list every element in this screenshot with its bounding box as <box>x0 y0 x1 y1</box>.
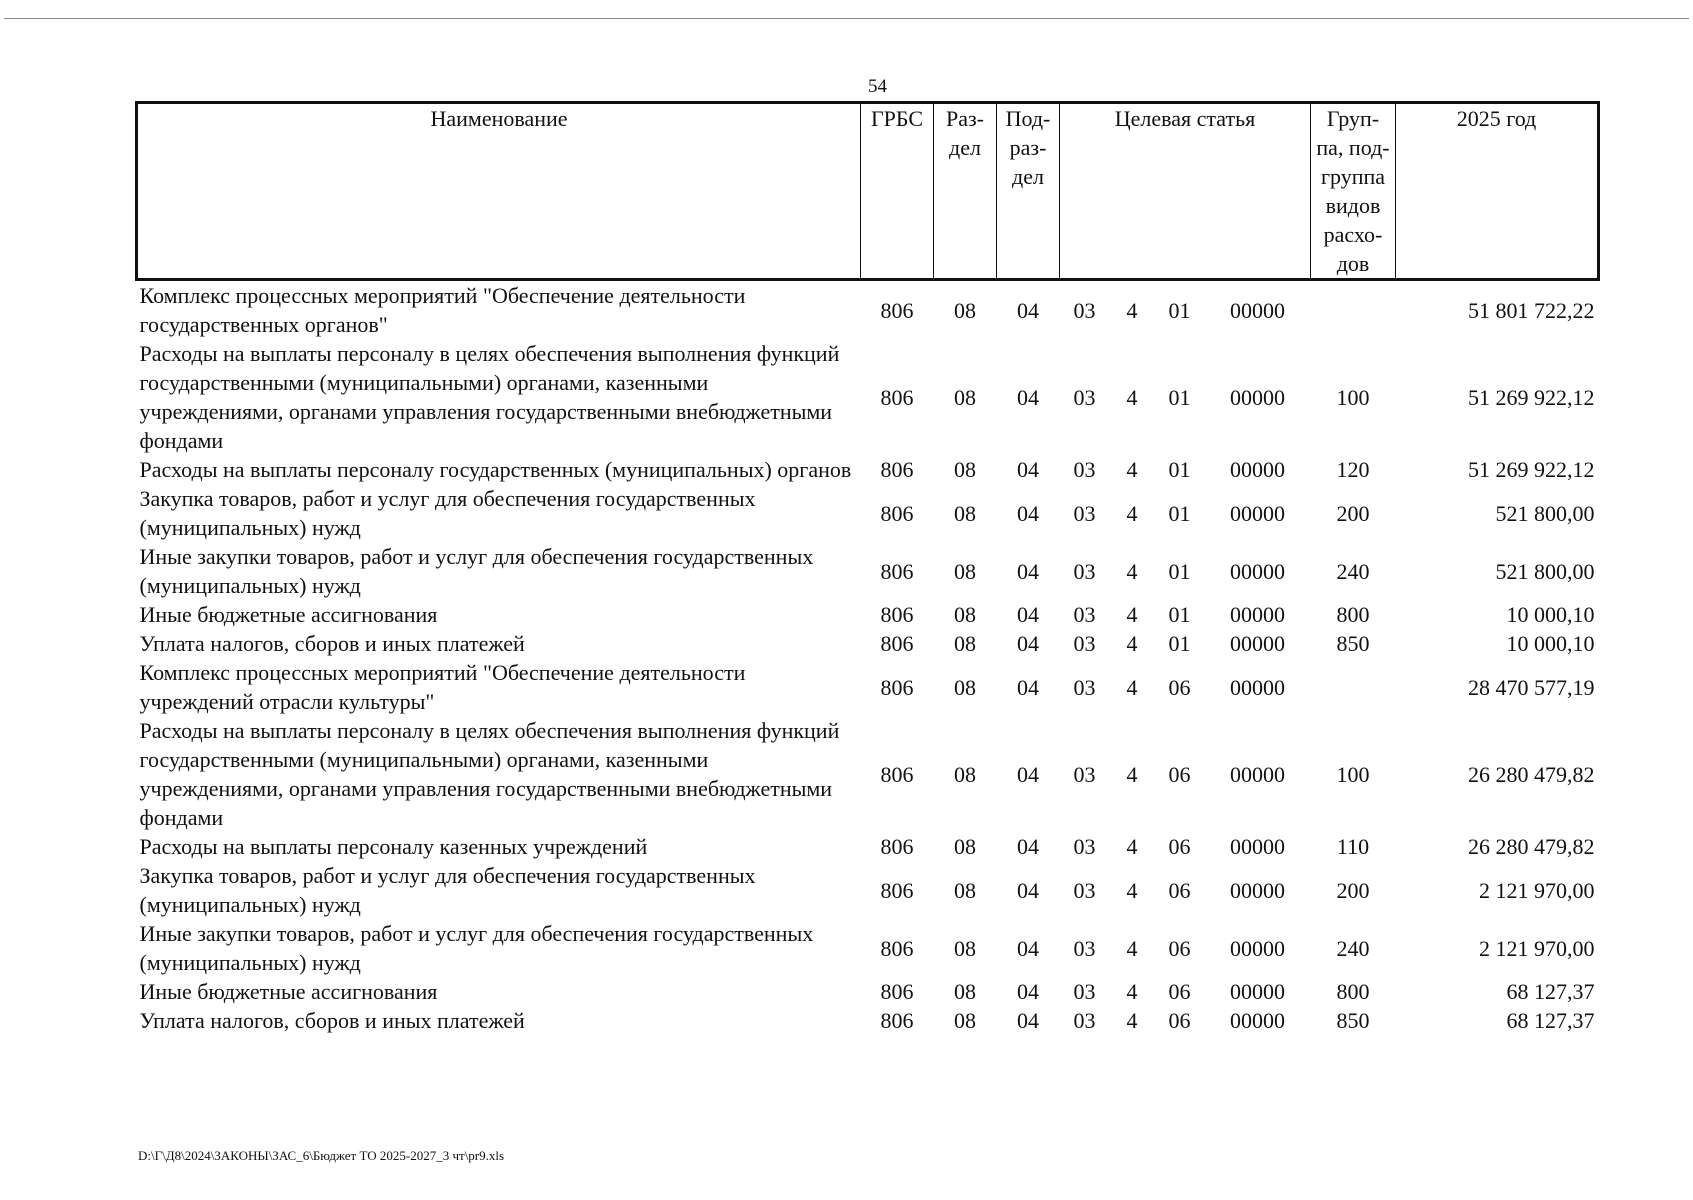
row-podrazdel: 04 <box>1017 935 1039 961</box>
row-target-article-type: 4 <box>1126 834 1138 859</box>
header-podrazdel: Под- раз- дел <box>997 103 1060 280</box>
header-year: 2025 год <box>1396 103 1599 280</box>
row-razdel: 08 <box>954 297 976 323</box>
row-name: Расходы на выплаты персоналу в целях обеспечения выполнения функций государственными (муниципальными) органами, казенными учреждениями, органами управления государственными внебюджетными фондами <box>139 718 840 830</box>
row-target-article-program: 03 <box>1073 674 1096 700</box>
table-row <box>137 339 1599 455</box>
row-amount: 51 269 922,12 <box>1468 384 1595 410</box>
row-target-article-program: 03 <box>1073 457 1096 482</box>
row-target-article-direction: 00000 <box>1230 979 1285 1004</box>
row-target-article-complex: 01 <box>1168 631 1191 656</box>
row-razdel: 08 <box>954 761 976 787</box>
row-grbs: 806 <box>880 877 914 903</box>
row-name: Расходы на выплаты персоналу в целях обеспечения выполнения функций государственными (муниципальными) органами, казенными учреждениями, органами управления государственными внебюджетными фондами <box>139 341 840 453</box>
row-name: Иные закупки товаров, работ и услуг для обеспечения государственных (муниципальных) нужд <box>139 921 814 975</box>
row-podrazdel: 04 <box>1017 384 1039 410</box>
table-row <box>137 919 1599 977</box>
row-expense-group: 800 <box>1336 979 1370 1004</box>
row-expense-group: 100 <box>1336 761 1370 787</box>
row-target-article-complex: 06 <box>1168 979 1191 1004</box>
row-grbs: 806 <box>880 979 914 1004</box>
row-podrazdel: 04 <box>1017 1008 1039 1033</box>
row-target-article-type: 4 <box>1126 935 1138 961</box>
row-grbs: 806 <box>880 384 914 410</box>
row-target-article-direction: 00000 <box>1230 500 1285 526</box>
row-amount: 26 280 479,82 <box>1468 761 1595 787</box>
row-grbs: 806 <box>880 558 914 584</box>
row-razdel: 08 <box>954 631 976 656</box>
row-target-article-direction: 00000 <box>1230 877 1285 903</box>
row-amount: 51 801 722,22 <box>1468 297 1595 323</box>
row-grbs: 806 <box>880 834 914 859</box>
header-razdel: Раз- дел <box>934 103 997 280</box>
row-target-article-type: 4 <box>1126 384 1138 410</box>
page-number: 54 <box>868 76 887 97</box>
table-row <box>137 280 1599 340</box>
row-razdel: 08 <box>954 877 976 903</box>
row-target-article-program: 03 <box>1073 834 1096 859</box>
row-target-article-direction: 00000 <box>1230 761 1285 787</box>
row-target-article-program: 03 <box>1073 602 1096 627</box>
row-expense-group: 240 <box>1336 558 1370 584</box>
row-name: Иные бюджетные ассигнования <box>139 979 438 1004</box>
row-target-article-type: 4 <box>1126 631 1138 656</box>
row-amount: 51 269 922,12 <box>1468 457 1595 482</box>
table-row <box>137 542 1599 600</box>
row-name: Иные бюджетные ассигнования <box>139 602 438 627</box>
row-amount: 10 000,10 <box>1506 602 1595 627</box>
row-amount: 10 000,10 <box>1506 631 1595 656</box>
table-row <box>137 832 1599 861</box>
row-grbs: 806 <box>880 761 914 787</box>
row-target-article-complex: 06 <box>1168 1008 1191 1033</box>
row-target-article-complex: 01 <box>1168 558 1191 584</box>
row-amount: 2 121 970,00 <box>1479 877 1595 903</box>
row-target-article-complex: 06 <box>1168 674 1191 700</box>
row-expense-group: 120 <box>1336 457 1370 482</box>
row-target-article-program: 03 <box>1073 297 1096 323</box>
row-target-article-program: 03 <box>1073 558 1096 584</box>
row-expense-group: 200 <box>1336 877 1370 903</box>
table-row <box>137 455 1599 484</box>
row-name: Закупка товаров, работ и услуг для обеспечения государственных (муниципальных) нужд <box>139 863 756 917</box>
row-amount: 521 800,00 <box>1495 500 1595 526</box>
row-target-article-type: 4 <box>1126 297 1138 323</box>
row-name: Комплекс процессных мероприятий "Обеспечение деятельности учреждений отрасли культуры" <box>139 660 746 714</box>
row-podrazdel: 04 <box>1017 761 1039 787</box>
row-target-article-program: 03 <box>1073 500 1096 526</box>
row-podrazdel: 04 <box>1017 558 1039 584</box>
table-row <box>137 658 1599 716</box>
row-target-article-type: 4 <box>1126 1008 1138 1033</box>
row-expense-group: 850 <box>1336 1008 1370 1033</box>
row-target-article-direction: 00000 <box>1230 558 1285 584</box>
row-amount: 2 121 970,00 <box>1479 935 1595 961</box>
row-razdel: 08 <box>954 457 976 482</box>
row-target-article-type: 4 <box>1126 602 1138 627</box>
row-target-article-direction: 00000 <box>1230 602 1285 627</box>
row-target-article-complex: 01 <box>1168 457 1191 482</box>
row-name: Иные закупки товаров, работ и услуг для обеспечения государственных (муниципальных) нужд <box>139 544 814 598</box>
row-target-article-complex: 06 <box>1168 935 1191 961</box>
row-expense-group <box>1311 280 1396 340</box>
row-name: Комплекс процессных мероприятий "Обеспечение деятельности государственных органов" <box>139 283 746 337</box>
row-target-article-complex: 06 <box>1168 834 1191 859</box>
header-name: Наименование <box>137 103 861 280</box>
row-target-article-complex: 01 <box>1168 602 1191 627</box>
row-podrazdel: 04 <box>1017 979 1039 1004</box>
row-razdel: 08 <box>954 674 976 700</box>
row-expense-group: 850 <box>1336 631 1370 656</box>
top-rule <box>4 18 1689 19</box>
row-razdel: 08 <box>954 979 976 1004</box>
row-razdel: 08 <box>954 558 976 584</box>
row-razdel: 08 <box>954 500 976 526</box>
row-target-article-program: 03 <box>1073 1008 1096 1033</box>
row-amount: 26 280 479,82 <box>1468 834 1595 859</box>
budget-table <box>135 101 1600 1035</box>
row-podrazdel: 04 <box>1017 500 1039 526</box>
row-target-article-type: 4 <box>1126 457 1138 482</box>
row-target-article-program: 03 <box>1073 761 1096 787</box>
row-expense-group: 200 <box>1336 500 1370 526</box>
row-target-article-complex: 06 <box>1168 761 1191 787</box>
row-target-article-complex: 06 <box>1168 877 1191 903</box>
row-expense-group: 240 <box>1336 935 1370 961</box>
row-razdel: 08 <box>954 935 976 961</box>
row-target-article-direction: 00000 <box>1230 297 1285 323</box>
table-row <box>137 716 1599 832</box>
table-row <box>137 629 1599 658</box>
row-target-article-direction: 00000 <box>1230 1008 1285 1033</box>
row-podrazdel: 04 <box>1017 602 1039 627</box>
row-target-article-type: 4 <box>1126 500 1138 526</box>
table-row <box>137 977 1599 1006</box>
row-grbs: 806 <box>880 602 914 627</box>
row-target-article-direction: 00000 <box>1230 834 1285 859</box>
row-grbs: 806 <box>880 500 914 526</box>
row-razdel: 08 <box>954 384 976 410</box>
row-target-article-direction: 00000 <box>1230 631 1285 656</box>
row-podrazdel: 04 <box>1017 297 1039 323</box>
row-podrazdel: 04 <box>1017 631 1039 656</box>
row-podrazdel: 04 <box>1017 834 1039 859</box>
row-target-article-complex: 01 <box>1168 297 1191 323</box>
row-target-article-type: 4 <box>1126 877 1138 903</box>
row-target-article-direction: 00000 <box>1230 935 1285 961</box>
row-target-article-type: 4 <box>1126 558 1138 584</box>
row-target-article-type: 4 <box>1126 761 1138 787</box>
row-grbs: 806 <box>880 631 914 656</box>
table-row <box>137 1006 1599 1035</box>
row-amount: 521 800,00 <box>1495 558 1595 584</box>
table-row <box>137 484 1599 542</box>
row-target-article-program: 03 <box>1073 384 1096 410</box>
row-podrazdel: 04 <box>1017 877 1039 903</box>
row-target-article-program: 03 <box>1073 979 1096 1004</box>
row-grbs: 806 <box>880 297 914 323</box>
row-target-article-program: 03 <box>1073 631 1096 656</box>
row-podrazdel: 04 <box>1017 674 1039 700</box>
row-expense-group: 100 <box>1336 384 1370 410</box>
table-row <box>137 600 1599 629</box>
row-razdel: 08 <box>954 1008 976 1033</box>
row-target-article-program: 03 <box>1073 935 1096 961</box>
header-group: Груп- па, под- группа видов расхо- дов <box>1311 103 1396 280</box>
row-target-article-direction: 00000 <box>1230 384 1285 410</box>
row-target-article-direction: 00000 <box>1230 674 1285 700</box>
row-amount: 68 127,37 <box>1506 979 1595 1004</box>
row-amount: 68 127,37 <box>1506 1008 1595 1033</box>
row-grbs: 806 <box>880 674 914 700</box>
row-grbs: 806 <box>880 1008 914 1033</box>
row-razdel: 08 <box>954 834 976 859</box>
row-expense-group <box>1311 658 1396 716</box>
row-grbs: 806 <box>880 935 914 961</box>
row-razdel: 08 <box>954 602 976 627</box>
row-expense-group: 110 <box>1336 834 1370 859</box>
row-target-article-direction: 00000 <box>1230 457 1285 482</box>
row-name: Расходы на выплаты персоналу государственных (муниципальных) органов <box>139 457 852 482</box>
row-expense-group: 800 <box>1336 602 1370 627</box>
row-target-article-complex: 01 <box>1168 384 1191 410</box>
row-podrazdel: 04 <box>1017 457 1039 482</box>
row-name: Закупка товаров, работ и услуг для обеспечения государственных (муниципальных) нужд <box>139 486 756 540</box>
row-grbs: 806 <box>880 457 914 482</box>
row-target-article-type: 4 <box>1126 979 1138 1004</box>
footer-file-path: D:\Г\Д8\2024\ЗАКОНЫ\ЗАС_6\Бюджет ТО 2025-2027_3 чт\pr9.xls <box>138 1148 505 1163</box>
row-amount: 28 470 577,19 <box>1468 674 1595 700</box>
table-row <box>137 861 1599 919</box>
table-header-row <box>137 103 1599 280</box>
row-target-article-complex: 01 <box>1168 500 1191 526</box>
header-grbs: ГРБС <box>861 103 934 280</box>
header-target-article: Целевая статья <box>1060 103 1311 280</box>
row-name: Расходы на выплаты персоналу казенных учреждений <box>139 834 648 859</box>
row-name: Уплата налогов, сборов и иных платежей <box>139 631 525 656</box>
row-target-article-program: 03 <box>1073 877 1096 903</box>
row-target-article-type: 4 <box>1126 674 1138 700</box>
row-name: Уплата налогов, сборов и иных платежей <box>139 1008 525 1033</box>
